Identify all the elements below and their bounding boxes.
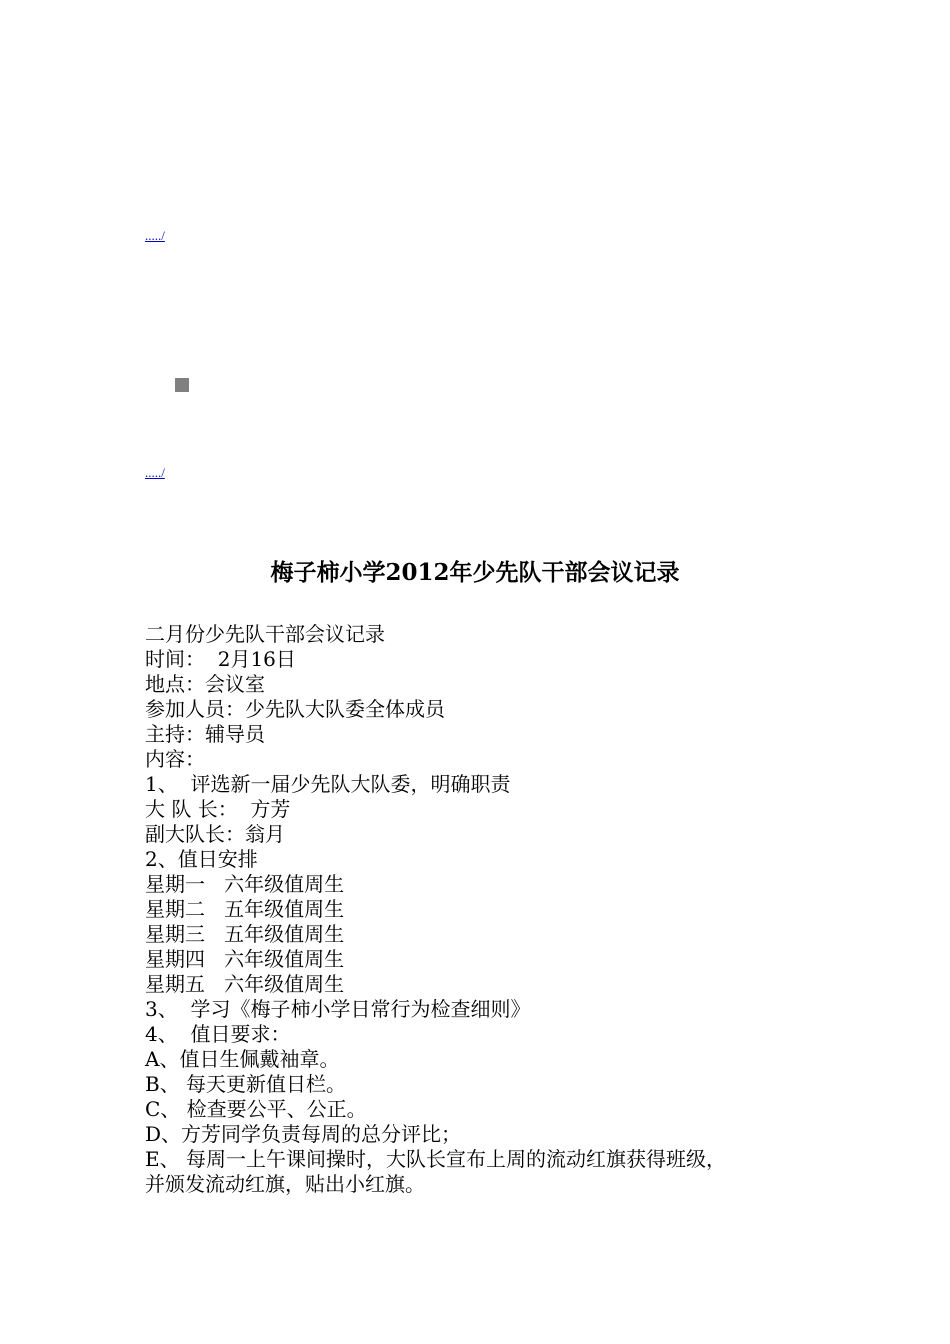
record-line: 3、 学习《梅子柿小学日常行为检查细则》 [145, 997, 531, 1021]
record-line: 二月份少先队干部会议记录 [145, 622, 385, 646]
meeting-record-body [145, 622, 825, 1197]
record-line: 1、 评选新一届少先队大队委，明确职责 [145, 772, 511, 796]
record-line: D、方芳同学负责每周的总分评比； [145, 1122, 462, 1146]
record-line: 星期一 六年级值周生 [145, 872, 345, 896]
top-link[interactable]: ...../ [145, 228, 165, 243]
record-line: 星期二 五年级值周生 [145, 897, 345, 921]
record-line: 大 队 长： 方芳 [145, 797, 291, 821]
record-line: 地点：会议室 [145, 672, 265, 696]
record-line: 参加人员：少先队大队委全体成员 [145, 697, 445, 721]
record-line: 并颁发流动红旗，贴出小红旗。 [145, 1172, 425, 1196]
record-line: A、值日生佩戴袖章。 [145, 1047, 340, 1071]
record-line: 内容： [145, 747, 205, 771]
record-line: 星期五 六年级值周生 [145, 972, 345, 996]
document-title: 梅子柿小学2012年少先队干部会议记录 [270, 559, 680, 586]
record-line: 时间： 2月16日 [145, 647, 296, 671]
record-line: 2、值日安排 [145, 847, 258, 871]
record-line: 星期四 六年级值周生 [145, 947, 345, 971]
bottom-link[interactable]: ...../ [145, 465, 165, 480]
record-line: C、 检查要公平、公正。 [145, 1097, 367, 1121]
record-line: 主持：辅导员 [145, 722, 265, 746]
record-line: 星期三 五年级值周生 [145, 922, 345, 946]
record-line: 副大队长：翁月 [145, 822, 285, 846]
record-line: E、 每周一上午课间操时，大队长宣布上周的流动红旗获得班级， [145, 1147, 726, 1171]
record-line: B、 每天更新值日栏。 [145, 1072, 347, 1096]
record-line: 4、 值日要求： [145, 1022, 291, 1046]
square-bullet-icon [175, 378, 189, 392]
